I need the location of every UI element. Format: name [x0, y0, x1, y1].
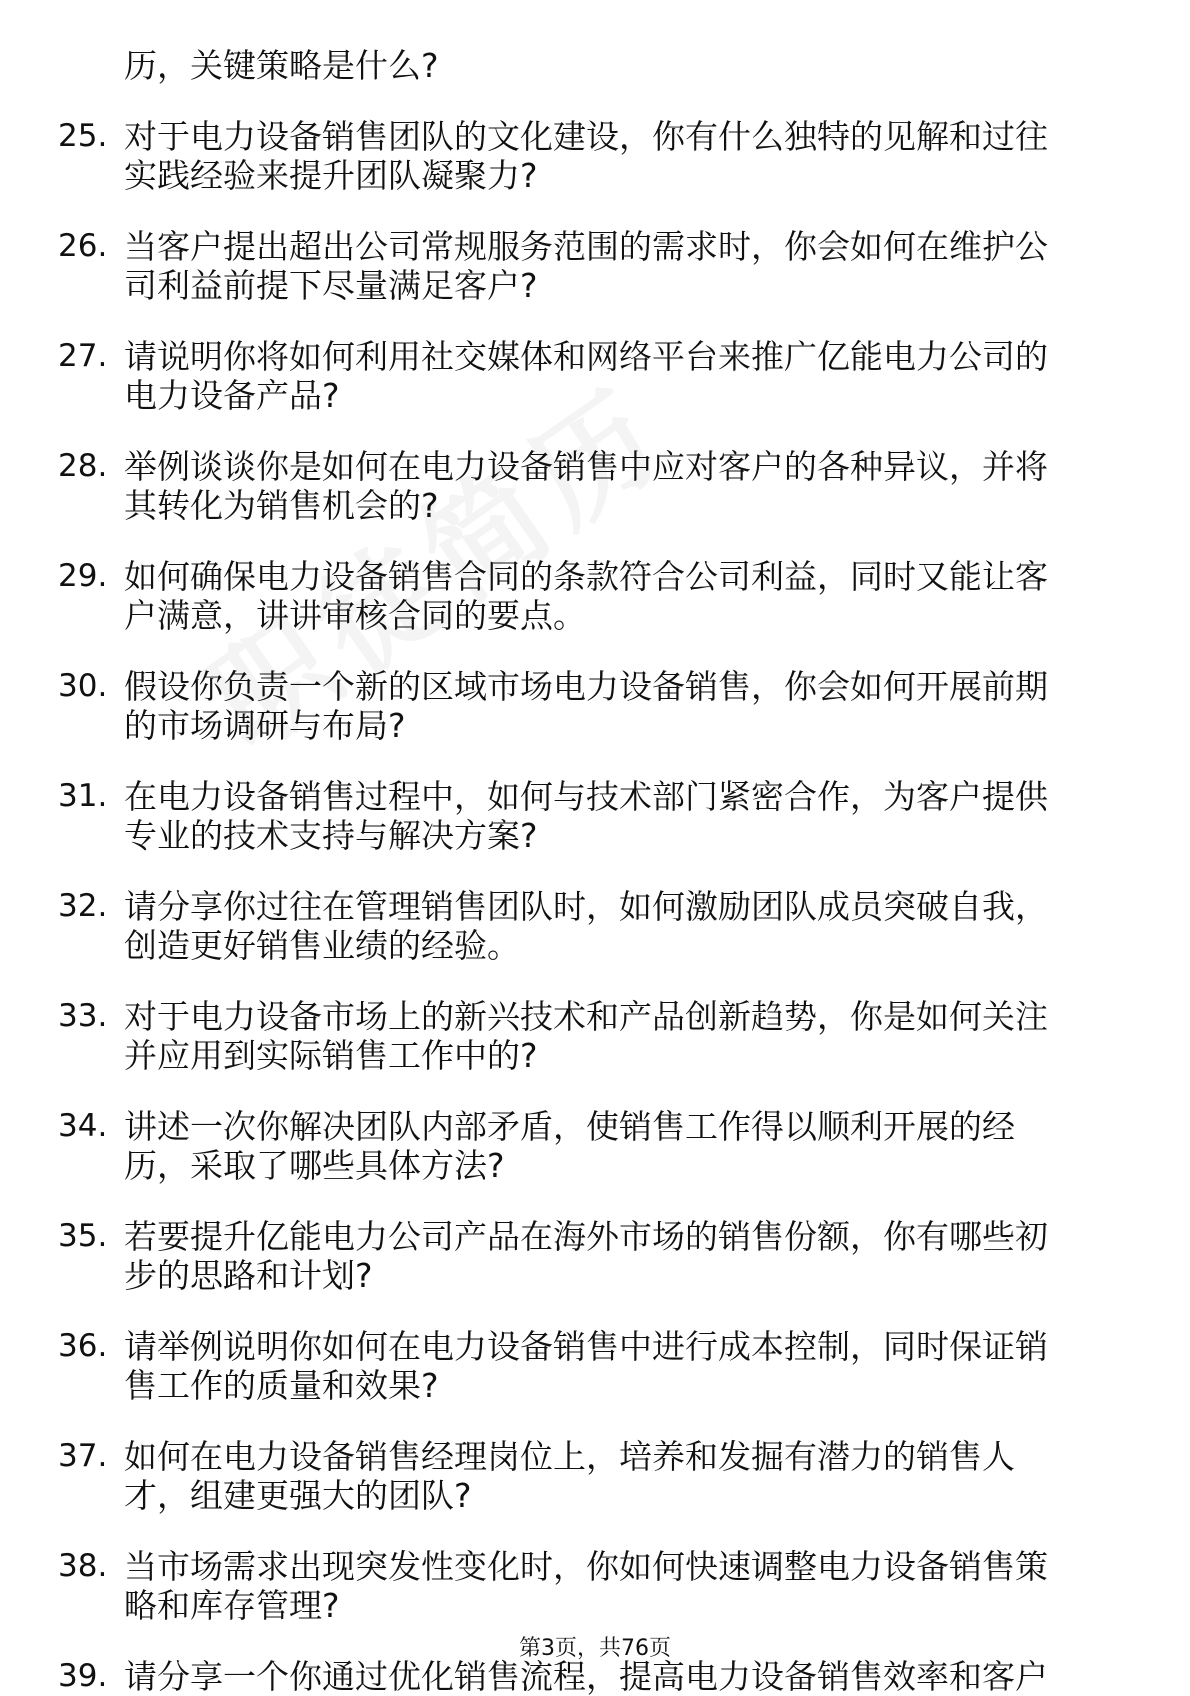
question-text-line: 假设你负责一个新的区域市场电力设备销售，你会如何开展前期 — [124, 667, 1048, 706]
question-item — [58, 557, 1122, 635]
question-text-line: 创造更好销售业绩的经验。 — [124, 926, 520, 965]
question-item — [58, 117, 1122, 195]
question-number: 25. — [58, 118, 108, 154]
question-text-line: 略和库存管理? — [124, 1586, 340, 1625]
question-item — [58, 1107, 1122, 1185]
question-number: 30. — [58, 668, 108, 704]
question-text-line: 对于电力设备销售团队的文化建设，你有什么独特的见解和过往 — [124, 117, 1048, 156]
question-number: 38. — [58, 1548, 108, 1584]
question-item — [58, 227, 1122, 305]
question-item — [58, 777, 1122, 855]
question-text-line: 其转化为销售机会的? — [124, 486, 439, 525]
question-list — [58, 46, 1122, 1696]
question-number: 29. — [58, 558, 108, 594]
question-number: 33. — [58, 998, 108, 1034]
question-text-line: 电力设备产品? — [124, 376, 340, 415]
continued-fragment: 历，关键策略是什么? — [124, 46, 439, 85]
question-text-line: 如何确保电力设备销售合同的条款符合公司利益，同时又能让客 — [124, 557, 1048, 596]
question-item — [58, 887, 1122, 965]
question-item — [58, 1217, 1122, 1295]
question-number: 26. — [58, 228, 108, 264]
question-text-line: 请分享一个你通过优化销售流程，提高电力设备销售效率和客户 — [124, 1657, 1048, 1696]
question-text-line: 司利益前提下尽量满足客户? — [124, 266, 538, 305]
question-text-line: 请说明你将如何利用社交媒体和网络平台来推广亿能电力公司的 — [124, 337, 1048, 376]
question-number: 31. — [58, 778, 108, 814]
question-item — [58, 1327, 1122, 1405]
question-number: 36. — [58, 1328, 108, 1364]
question-number: 28. — [58, 448, 108, 484]
question-text-line: 并应用到实际销售工作中的? — [124, 1036, 538, 1075]
question-text-line: 才，组建更强大的团队? — [124, 1476, 472, 1515]
question-text-line: 专业的技术支持与解决方案? — [124, 816, 538, 855]
question-item — [58, 447, 1122, 525]
question-text-line: 如何在电力设备销售经理岗位上，培养和发掘有潜力的销售人 — [124, 1437, 1015, 1476]
question-item — [58, 667, 1122, 745]
question-number: 34. — [58, 1108, 108, 1144]
question-number: 27. — [58, 338, 108, 374]
question-text-line: 售工作的质量和效果? — [124, 1366, 439, 1405]
question-number: 35. — [58, 1218, 108, 1254]
question-text-line: 当客户提出超出公司常规服务范围的需求时，你会如何在维护公 — [124, 227, 1048, 266]
question-number: 32. — [58, 888, 108, 924]
question-text-line: 举例谈谈你是如何在电力设备销售中应对客户的各种异议，并将 — [124, 447, 1048, 486]
question-text-line: 户满意，讲讲审核合同的要点。 — [124, 596, 586, 635]
question-text-line: 若要提升亿能电力公司产品在海外市场的销售份额，你有哪些初 — [124, 1217, 1048, 1256]
question-item — [58, 337, 1122, 415]
question-item — [58, 1437, 1122, 1515]
question-text-line: 实践经验来提升团队凝聚力? — [124, 156, 538, 195]
question-number: 39. — [58, 1658, 108, 1694]
question-text-line: 历，采取了哪些具体方法? — [124, 1146, 505, 1185]
question-text-line: 步的思路和计划? — [124, 1256, 373, 1295]
question-text-line: 当市场需求出现突发性变化时，你如何快速调整电力设备销售策 — [124, 1547, 1048, 1586]
question-item — [58, 1547, 1122, 1625]
question-item — [58, 997, 1122, 1075]
question-text-line: 在电力设备销售过程中，如何与技术部门紧密合作，为客户提供 — [124, 777, 1048, 816]
question-text-line: 对于电力设备市场上的新兴技术和产品创新趋势，你是如何关注 — [124, 997, 1048, 1036]
question-number: 37. — [58, 1438, 108, 1474]
question-text-line: 讲述一次你解决团队内部矛盾，使销售工作得以顺利开展的经 — [124, 1107, 1015, 1146]
page-number-footer: 第3页，共76页 — [519, 1636, 671, 1661]
question-text-line: 的市场调研与布局? — [124, 706, 406, 745]
question-text-line: 请举例说明你如何在电力设备销售中进行成本控制，同时保证销 — [124, 1327, 1048, 1366]
question-text-line: 请分享你过往在管理销售团队时，如何激励团队成员突破自我， — [124, 887, 1048, 926]
